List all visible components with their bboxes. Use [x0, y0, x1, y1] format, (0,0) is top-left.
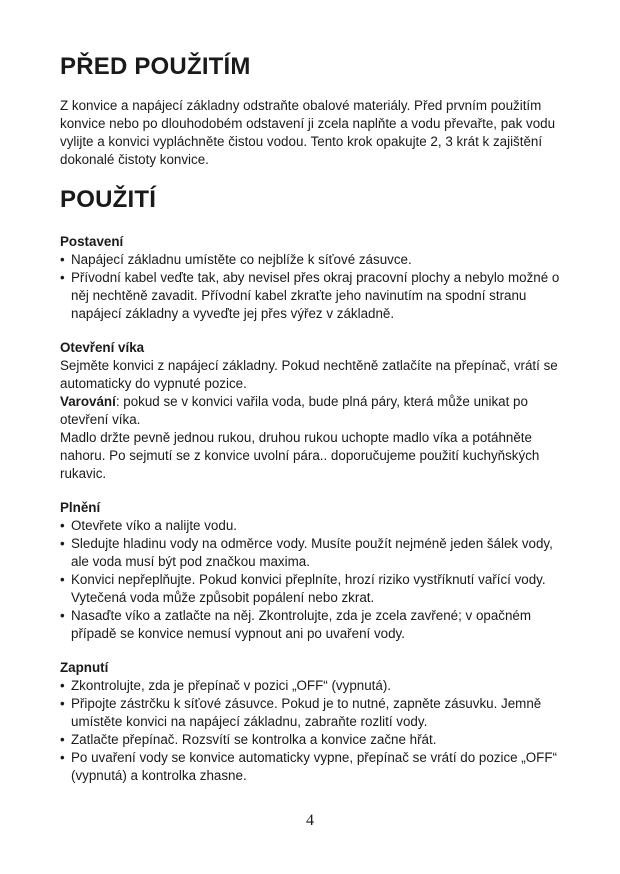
section-title: Postavení [60, 234, 124, 249]
bullet-list [60, 517, 560, 643]
warning-paragraph [60, 393, 560, 429]
list-item: • Po uvaření vody se konvice automaticky vypne, přepínač se vrátí do pozice „OFF“ (vypnutá) a kontrolka zhasne. [60, 749, 560, 785]
section-postaveni [60, 233, 560, 323]
section-title: Plnění [60, 500, 101, 515]
bullet-list [60, 251, 560, 323]
paragraph: Madlo držte pevně jednou rukou, druhou rukou uchopte madlo víka a potáhněte nahoru. Po sejmutí se z konvice uvolní pára.. doporučujeme použití kuchyňských rukavic. [60, 430, 540, 481]
warning-label: Varování [60, 394, 116, 409]
list-item: • Připojte zástrčku k síťové zásuvce. Pokud je to nutné, zapněte zásuvku. Jemně umístěte konvici na napájecí základnu, zabraňte rozlití vody. [60, 695, 560, 731]
heading-before-use: PŘED POUŽITÍM [60, 53, 251, 80]
section-title: Zapnutí [60, 660, 109, 675]
section-pleni [60, 499, 560, 643]
manual-page [60, 52, 560, 785]
page-number: 4 [306, 812, 314, 829]
list-item: • Nasaďte víko a zatlačte na něj. Zkontrolujte, zda je zcela zavřené; v opačném případě se konvice nemusí vypnout ani po uvaření vody. [60, 607, 560, 643]
paragraph: Sejměte konvici z napájecí základny. Pokud nechtěně zatlačíte na přepínač, vrátí se automaticky do vypnuté pozice. [60, 358, 558, 391]
warning-text: : pokud se v konvici vařila voda, bude plná páry, která může unikat po otevření víka. [60, 394, 528, 427]
list-item: • Zatlačte přepínač. Rozsvítí se kontrolka a konvice začne hřát. [60, 731, 560, 749]
list-item: • Sledujte hladinu vody na odměrce vody. Musíte použít nejméně jeden šálek vody, ale voda musí být pod značkou maxima. [60, 535, 560, 571]
list-item: • Otevřete víko a nalijte vodu. [60, 517, 560, 535]
list-item: • Konvici nepřeplňujte. Pokud konvici přeplníte, hrozí riziko vystříknutí vařící vody. Vytečená voda může způsobit popálení nebo zkrat. [60, 571, 560, 607]
intro-paragraph: Z konvice a napájecí základny odstraňte obalové materiály. Před prvním použitím konvice nebo po dlouhodobém odstavení ji zcela naplňte a vodu převařte, pak vodu vylijte a konvici vypláchněte čistou vodou. Tento krok opakujte 2, 3 krát k zajištění dokonalé čistoty konvice. [60, 98, 556, 167]
list-item: • Přívodní kabel veďte tak, aby nevisel přes okraj pracovní plochy a nebylo možné o něj nechtěně zavadit. Přívodní kabel zkraťte jeho navinutím na spodní stranu napájecí základny a vyveďte jej přes výřez v základně. [60, 269, 560, 323]
section-otevreni [60, 339, 560, 483]
section-zapnuti [60, 659, 560, 785]
bullet-list [60, 677, 560, 785]
list-item: • Napájecí základnu umístěte co nejblíže k síťové zásuvce. [60, 251, 560, 269]
section-title: Otevření víka [60, 340, 145, 355]
list-item: • Zkontrolujte, zda je přepínač v pozici „OFF“ (vypnutá). [60, 677, 560, 695]
heading-use: POUŽITÍ [60, 186, 157, 213]
